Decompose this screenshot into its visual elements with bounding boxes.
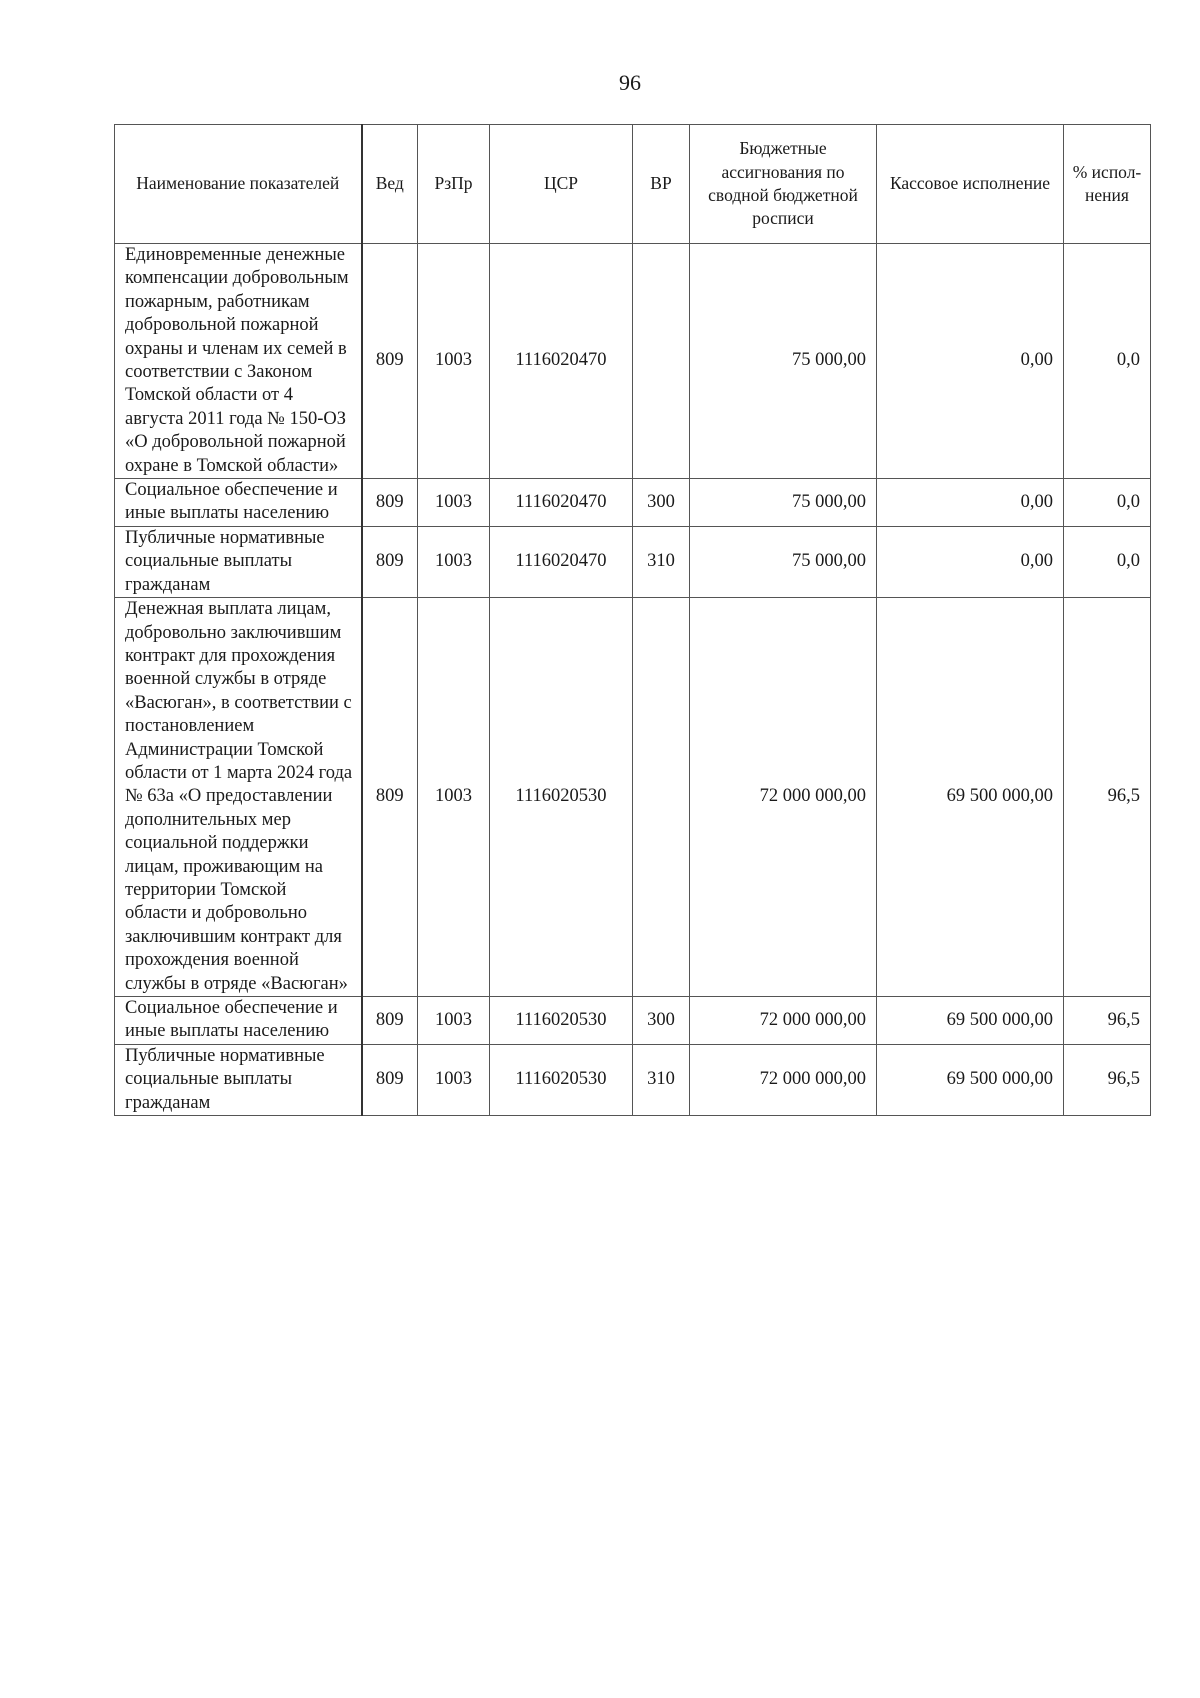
- row-percent-execution: 0,0: [1064, 526, 1151, 597]
- row-cash-execution: 69 500 000,00: [877, 1044, 1064, 1115]
- row-csr: 1116020470: [490, 479, 633, 527]
- row-csr: 1116020530: [490, 997, 633, 1045]
- table-row: [115, 598, 1151, 997]
- row-assignments: 72 000 000,00: [690, 1044, 877, 1115]
- header-assignments: Бюджетные ассигнования по сводной бюджетной росписи: [690, 125, 877, 244]
- table-row: [115, 526, 1151, 597]
- row-ved: 809: [362, 1044, 418, 1115]
- header-name: Наименование показателей: [115, 125, 362, 244]
- table-header-row: [115, 125, 1151, 244]
- table-row: [115, 997, 1151, 1045]
- header-rzpr: РзПр: [418, 125, 490, 244]
- row-percent-execution: 0,0: [1064, 479, 1151, 527]
- row-cash-execution: 69 500 000,00: [877, 598, 1064, 997]
- row-percent-execution: 96,5: [1064, 598, 1151, 997]
- row-csr: 1116020530: [490, 1044, 633, 1115]
- row-rzpr: 1003: [418, 997, 490, 1045]
- row-rzpr: 1003: [418, 1044, 490, 1115]
- row-name: Социальное обеспечение и иные выплаты населению: [115, 997, 362, 1045]
- row-rzpr: 1003: [418, 526, 490, 597]
- row-percent-execution: 96,5: [1064, 997, 1151, 1045]
- row-cash-execution: 0,00: [877, 479, 1064, 527]
- row-rzpr: 1003: [418, 244, 490, 479]
- row-name: Публичные нормативные социальные выплаты гражданам: [115, 1044, 362, 1115]
- header-percent-execution: % испол-нения: [1064, 125, 1151, 244]
- row-name: Единовременные денежные компенсации добровольным пожарным, работникам добровольной пожарной охраны и членам их семей в соответствии с Законом Томской области от 4 августа 2011 года № 150-ОЗ «О добровольной пожарной охране в Томской области»: [115, 244, 362, 479]
- row-ved: 809: [362, 598, 418, 997]
- table-row: [115, 244, 1151, 479]
- row-rzpr: 1003: [418, 479, 490, 527]
- row-vr: 310: [633, 526, 690, 597]
- row-cash-execution: 69 500 000,00: [877, 997, 1064, 1045]
- row-assignments: 75 000,00: [690, 526, 877, 597]
- row-ved: 809: [362, 479, 418, 527]
- row-vr: [633, 244, 690, 479]
- row-vr: 310: [633, 1044, 690, 1115]
- table-row: [115, 479, 1151, 527]
- header-cash-execution: Кассовое исполнение: [877, 125, 1064, 244]
- header-csr: ЦСР: [490, 125, 633, 244]
- row-percent-execution: 0,0: [1064, 244, 1151, 479]
- row-ved: 809: [362, 526, 418, 597]
- row-assignments: 75 000,00: [690, 479, 877, 527]
- row-vr: 300: [633, 997, 690, 1045]
- row-csr: 1116020530: [490, 598, 633, 997]
- row-name: Социальное обеспечение и иные выплаты населению: [115, 479, 362, 527]
- row-name: Денежная выплата лицам, добровольно заключившим контракт для прохождения военной службы в отряде «Васюган», в соответствии с постановлением Администрации Томской области от 1 марта 2024 года № 63а «О предоставлении дополнительных мер социальной поддержки лицам, проживающим на территории Томской области и добровольно заключившим контракт для прохождения военной службы в отряде «Васюган»: [115, 598, 362, 997]
- row-vr: [633, 598, 690, 997]
- row-ved: 809: [362, 244, 418, 479]
- header-ved: Вед: [362, 125, 418, 244]
- row-assignments: 72 000 000,00: [690, 997, 877, 1045]
- table-row: [115, 1044, 1151, 1115]
- row-ved: 809: [362, 997, 418, 1045]
- row-assignments: 75 000,00: [690, 244, 877, 479]
- row-percent-execution: 96,5: [1064, 1044, 1151, 1115]
- header-vr: ВР: [633, 125, 690, 244]
- row-csr: 1116020470: [490, 526, 633, 597]
- row-name: Публичные нормативные социальные выплаты гражданам: [115, 526, 362, 597]
- row-cash-execution: 0,00: [877, 244, 1064, 479]
- row-cash-execution: 0,00: [877, 526, 1064, 597]
- row-rzpr: 1003: [418, 598, 490, 997]
- row-assignments: 72 000 000,00: [690, 598, 877, 997]
- row-csr: 1116020470: [490, 244, 633, 479]
- page-number: 96: [619, 70, 641, 95]
- row-vr: 300: [633, 479, 690, 527]
- budget-table: [114, 124, 1151, 1116]
